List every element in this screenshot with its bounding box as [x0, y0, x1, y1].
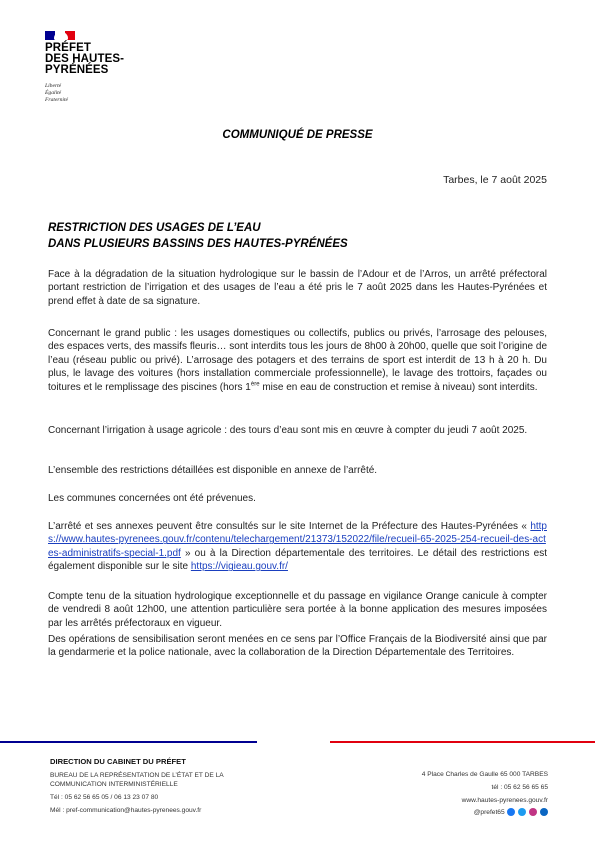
superscript-ere: ère — [250, 381, 260, 388]
vigieau-link[interactable]: https://vigieau.gouv.fr/ — [190, 561, 288, 573]
paragraph-communes: Les communes concernées ont été prévenues. — [48, 493, 256, 504]
footer-website[interactable]: www.hautes-pyrenees.gouv.fr — [461, 797, 548, 804]
paragraph-grand-public-text-b: mise en eau de construction et remise à niveau) sont interdits. — [259, 381, 538, 393]
paragraph-grand-public-text-a: Concernant le grand public : les usages domestiques ou collectifs, publics ou privés, l’arrosage des pelouses, des espaces verts, des massifs fleuris… sont interdits tous les jours de 8h00 à 20h00, quelle que soit l’origine de l’eau (réseau public ou privé). L’arrosage des potagers et des terrains de sport est interdit de 13 h à 20 h. Du plus, le lavage des voitures (hors installation commerciale professionnelle), le lavage des trottoirs, façades ou toitures et le remplissage des piscines (hors 1 — [48, 328, 547, 393]
paragraph-vigilance: Compte tenu de la situation hydrologique exceptionnelle et du passage en vigilance Orange canicule à compter de vendredi 8 août 12h00, une attention particulière sera portée à la bonne application des mesures imposées par les arrêtés préfectoraux en vigueur. — [48, 591, 547, 629]
paragraph-consultation-text-b: » ou à la Direction départementale des territoires. Le détail des restrictions est également disponible sur le site — [48, 547, 547, 573]
logo-line-1: PRÉFET — [45, 42, 91, 54]
footer-address: 4 Place Charles de Gaulle 65 000 TARBES — [421, 771, 548, 778]
footer-bureau-line-1: BUREAU DE LA REPRÉSENTATION DE L’ÉTAT ET DE LA — [50, 772, 224, 779]
paragraph-grand-public — [48, 327, 547, 394]
paragraph-consultation-text-a: L’arrêté et ses annexes peuvent être consultés sur le site Internet de la Préfecture des Hautes-Pyrénées « — [48, 521, 531, 532]
republic-flag-logo — [45, 31, 75, 40]
paragraph-situation: Face à la dégradation de la situation hydrologique sur le bassin de l’Adour et de l’Arros, un arrêté préfectoral portant restriction de l’irrigation et des usages de l’eau a été pris le 7 août 2025 dans les Hautes-Pyrénées et prend effet à date de sa signature. — [48, 269, 547, 307]
footer-direction: DIRECTION DU CABINET DU PRÉFET — [50, 757, 186, 766]
twitter-icon[interactable] — [518, 808, 526, 816]
paragraph-consultation — [48, 520, 547, 574]
logo-line-3: PYRÉNÉES — [45, 64, 109, 76]
footer-rule-blue — [0, 741, 257, 743]
paragraph-annexe: L’ensemble des restrictions détaillées est disponible en annexe de l’arrêté. — [48, 465, 378, 476]
dateline: Tarbes, le 7 août 2025 — [443, 174, 547, 186]
recueil-link[interactable]: https://www.hautes-pyrenees.gouv.fr/contenu/telechargement/21373/152022/file/recueil-65-2025-254-recueil-des-actes-administratifs-special-1.pdf — [48, 521, 547, 559]
paragraph-agricole: Concernant l’irrigation à usage agricole : des tours d’eau sont mis en œuvre à compter du jeudi 7 août 2025. — [48, 425, 528, 436]
linkedin-icon[interactable] — [540, 808, 548, 816]
footer-phone: Tél : 05 62 56 65 05 / 06 13 23 07 80 — [50, 794, 159, 801]
motto-fraternite: Fraternité — [45, 97, 68, 103]
motto-egalite: Égalité — [45, 90, 62, 96]
paragraph-sensibilisation: Des opérations de sensibilisation seront menées en ce sens par l’Office Français de la Biodiversité ainsi que par la gendarmerie et la police nationale, avec la collaboration de la Direction Départementale des Territoires. — [48, 634, 547, 659]
footer-rule-red — [330, 741, 595, 743]
title-line-2: DANS PLUSIEURS BASSINS DES HAUTES-PYRÉNÉES — [48, 238, 348, 250]
title-line-1: RESTRICTION DES USAGES DE L’EAU — [48, 222, 261, 234]
facebook-icon[interactable] — [507, 808, 515, 816]
footer-social — [474, 808, 548, 816]
communique-heading: COMMUNIQUÉ DE PRESSE — [222, 129, 373, 141]
footer-phone-right: tél : 05 62 56 65 65 — [491, 784, 548, 791]
footer-handle[interactable]: @prefet65 — [473, 808, 505, 816]
instagram-icon[interactable] — [529, 808, 537, 816]
motto-liberte: Liberté — [45, 83, 62, 89]
footer-mail: Mél : pref-communication@hautes-pyrenees.gouv.fr — [50, 807, 202, 814]
footer-bureau-line-2: COMMUNICATION INTERMINISTÉRIELLE — [50, 781, 178, 788]
logo-line-2: DES HAUTES- — [45, 53, 125, 65]
